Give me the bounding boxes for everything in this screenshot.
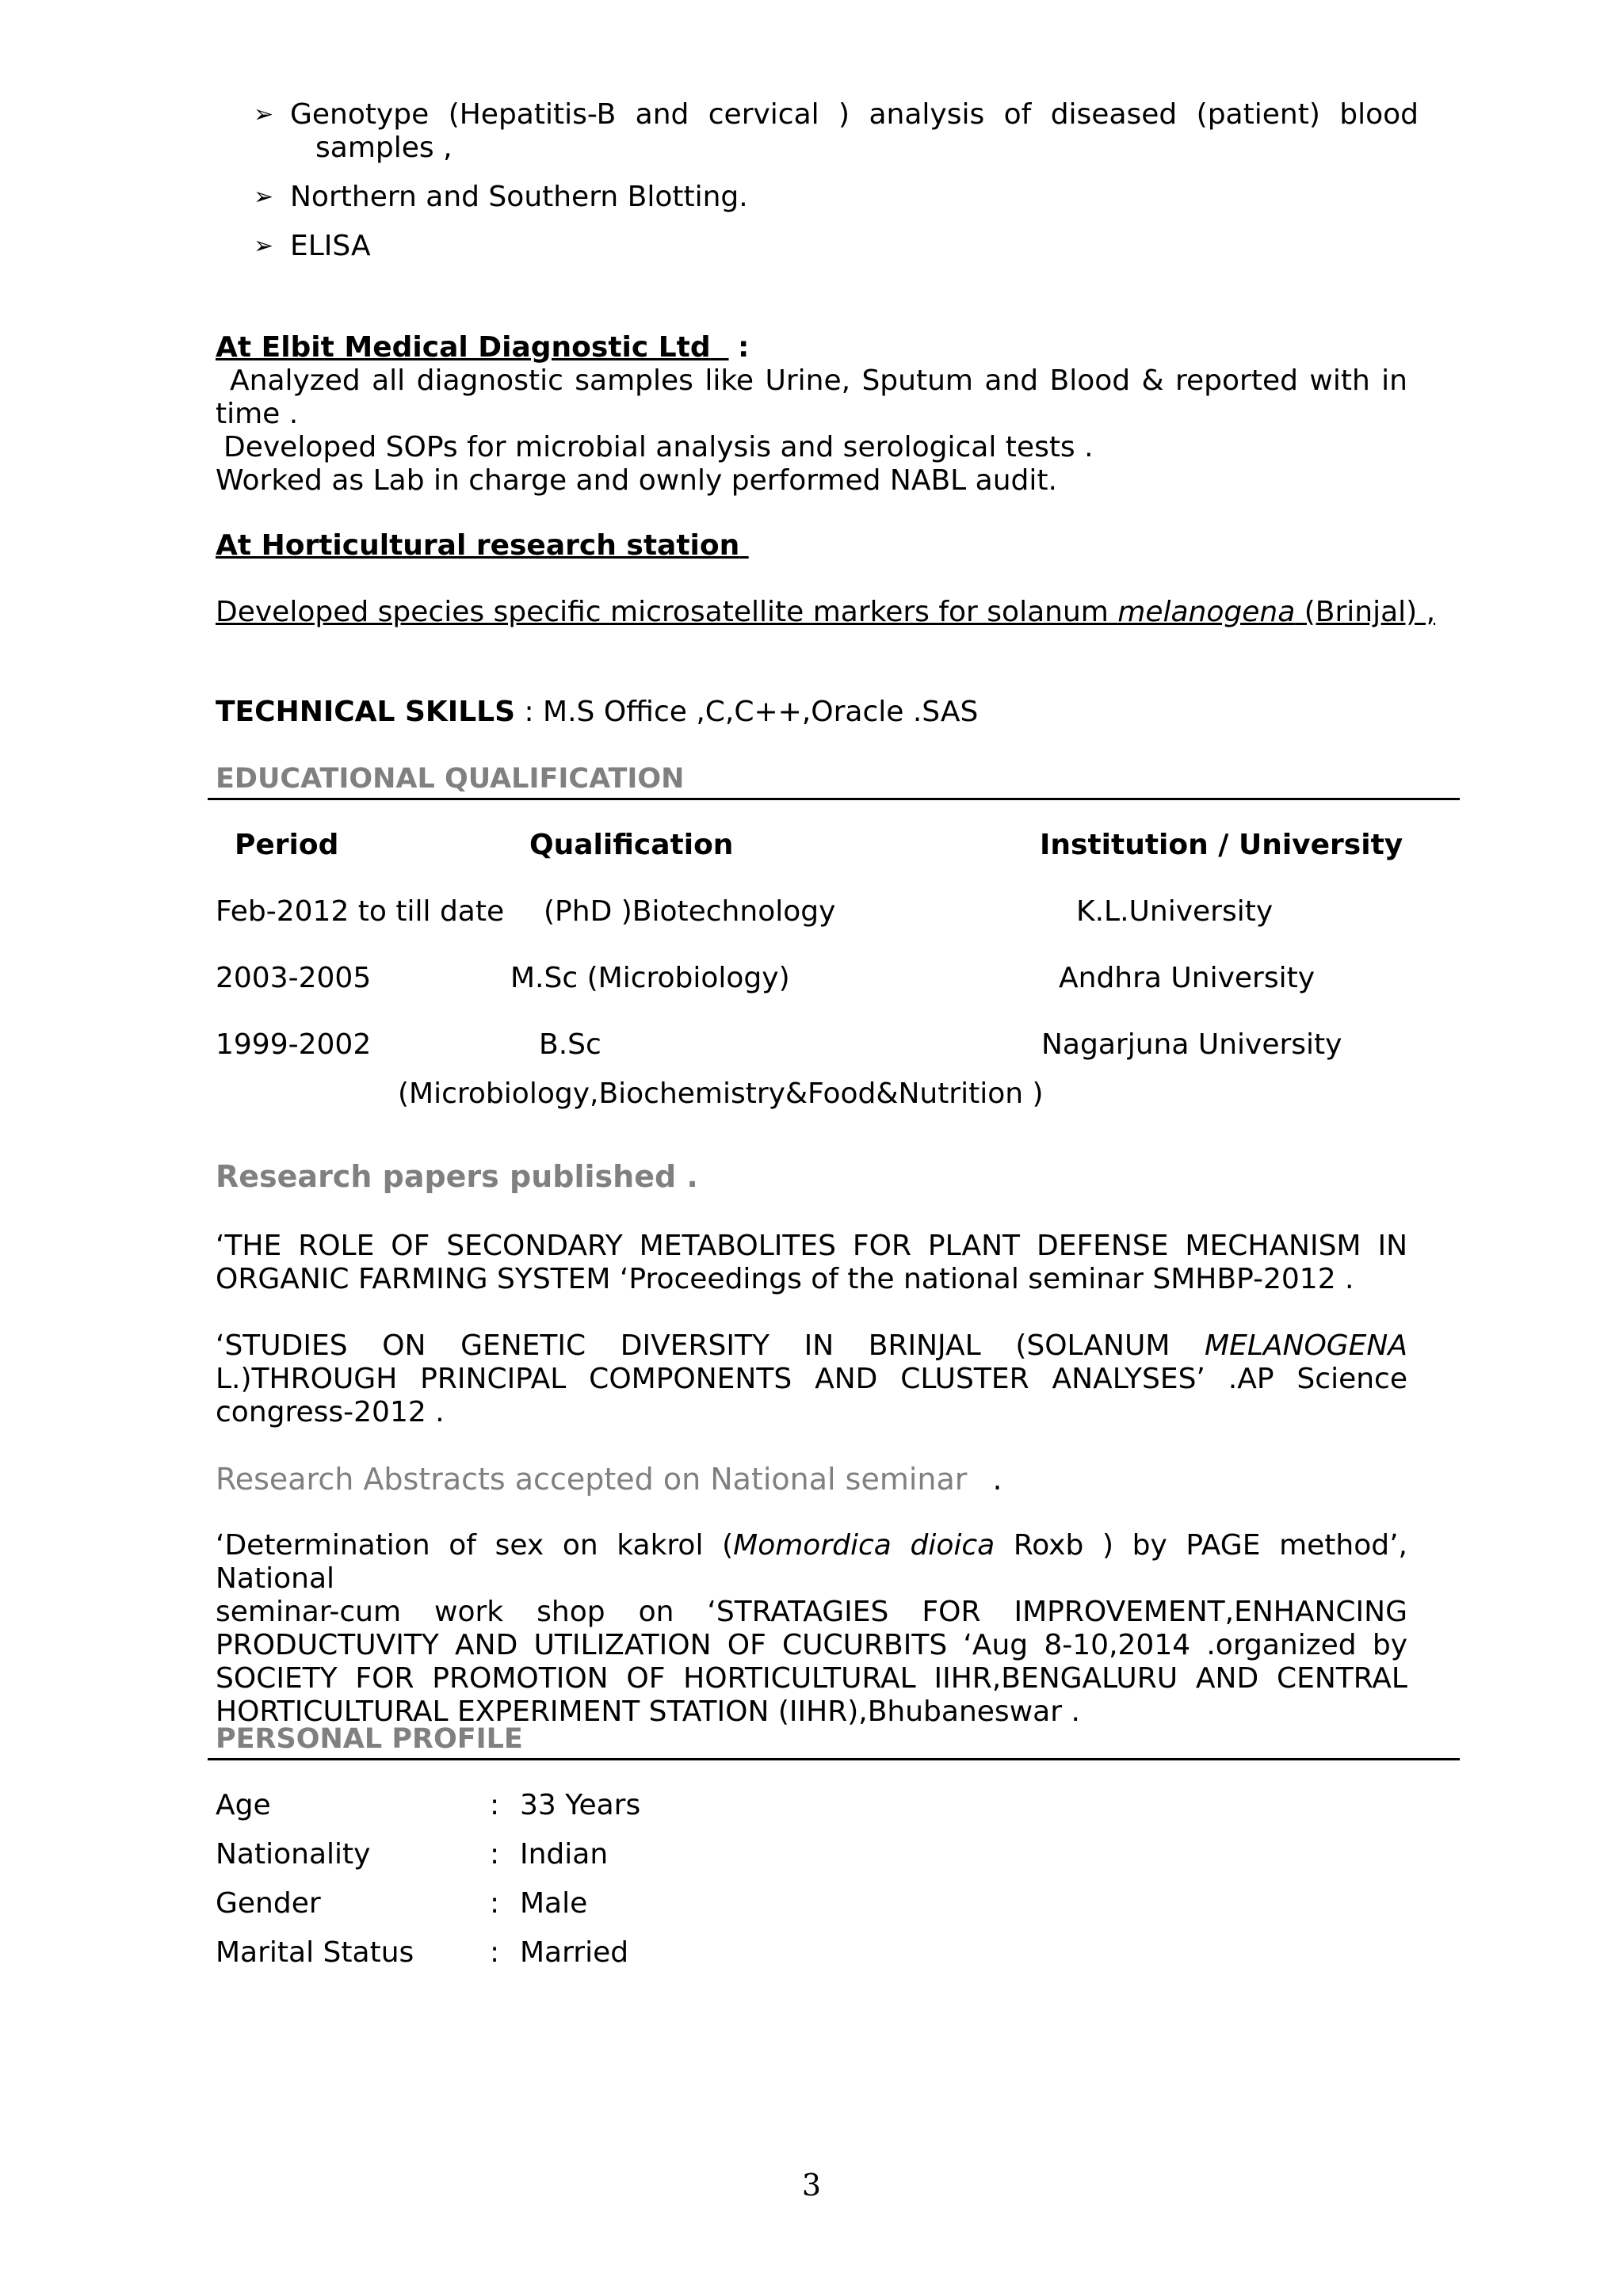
horticultural-heading-row bbox=[216, 529, 749, 563]
profile-label-marital-status: Marital Status bbox=[216, 1936, 414, 1969]
bullet-text: Northern and Southern Blotting. bbox=[290, 181, 748, 213]
abstract-line: ‘Determination of sex on kakrol (Momordica dioica Roxb ) by PAGE method’, National bbox=[216, 1529, 1407, 1595]
horticultural-description bbox=[216, 596, 1435, 629]
paper-italic: MELANOGENA bbox=[1205, 1329, 1407, 1362]
profile-heading: PERSONAL PROFILE bbox=[216, 1723, 523, 1755]
paper-line: ORGANIC FARMING SYSTEM ‘Proceedings of the national seminar SMHBP-2012 . bbox=[216, 1263, 1354, 1295]
abstract-italic: Momordica dioica bbox=[733, 1529, 995, 1562]
profile-value-marital-status: Married bbox=[520, 1936, 629, 1969]
bullet-text-cont: samples , bbox=[315, 132, 453, 164]
table-cell-qualification: B.Sc bbox=[539, 1028, 601, 1061]
horticultural-text-italic: melanogena bbox=[1117, 596, 1296, 628]
table-cell-period: 2003-2005 bbox=[216, 962, 372, 994]
paper-line: ‘STUDIES ON GENETIC DIVERSITY IN BRINJAL (SOLANUM MELANOGENA bbox=[216, 1329, 1407, 1362]
paper-entry bbox=[216, 1230, 1407, 1296]
elbit-line: Developed SOPs for microbial analysis and serological tests . bbox=[223, 431, 1094, 463]
table-cell-period: Feb-2012 to till date bbox=[216, 895, 505, 928]
profile-label-age: Age bbox=[216, 1789, 271, 1821]
list-item bbox=[254, 98, 1419, 165]
elbit-heading: At Elbit Medical Diagnostic Ltd bbox=[216, 331, 711, 364]
table-cell-qualification: (PhD )Biotechnology bbox=[544, 895, 836, 928]
elbit-description bbox=[216, 364, 1407, 498]
bullet-text: Genotype (Hepatitis-B and cervical ) analysis of diseased (patient) blood bbox=[290, 98, 1419, 131]
table-cell-qualification: M.Sc (Microbiology) bbox=[510, 962, 790, 994]
elbit-line: time . bbox=[216, 398, 299, 430]
profile-separator: : bbox=[490, 1936, 500, 1969]
profile-separator: : bbox=[490, 1838, 500, 1871]
elbit-line: Worked as Lab in charge and ownly performed NABL audit. bbox=[216, 464, 1057, 497]
abstract-entry bbox=[216, 1529, 1407, 1729]
bullet-list bbox=[254, 98, 1419, 263]
elbit-heading-row bbox=[216, 331, 749, 364]
list-item bbox=[254, 230, 1419, 263]
abstract-line: PRODUCTUVITY AND UTILIZATION OF CUCURBITS ‘Aug 8-10,2014 .organized by bbox=[216, 1629, 1407, 1661]
abstracts-heading-dot: . bbox=[992, 1462, 1002, 1497]
technical-skills-value: : M.S Office ,C,C++,Oracle .SAS bbox=[515, 696, 979, 728]
paper-line: ‘THE ROLE OF SECONDARY METABOLITES FOR PLANT DEFENSE MECHANISM IN bbox=[216, 1230, 1407, 1262]
profile-value-nationality: Indian bbox=[520, 1838, 609, 1871]
bullet-text: ELISA bbox=[290, 230, 371, 262]
abstracts-heading-row bbox=[216, 1463, 1002, 1496]
table-cell-institution: Andhra University bbox=[1059, 962, 1316, 994]
list-item bbox=[254, 181, 1419, 214]
abstract-line: seminar-cum work shop on ‘STRATAGIES FOR IMPROVEMENT,ENHANCING bbox=[216, 1596, 1407, 1628]
technical-skills-label: TECHNICAL SKILLS bbox=[216, 696, 515, 728]
table-cell-detail: (Microbiology,Biochemistry&Food&Nutrition ) bbox=[398, 1077, 1044, 1110]
papers-heading: Research papers published . bbox=[216, 1159, 698, 1194]
arrow-bullet-icon: ➢ bbox=[254, 183, 274, 211]
profile-label-gender: Gender bbox=[216, 1887, 321, 1920]
horticultural-heading: At Horticultural research station bbox=[216, 529, 740, 562]
education-heading: EDUCATIONAL QUALIFICATION bbox=[216, 763, 685, 795]
table-cell-period: 1999-2002 bbox=[216, 1028, 372, 1061]
section-divider bbox=[208, 1758, 1460, 1760]
table-cell-institution: K.L.University bbox=[1076, 895, 1274, 928]
table-header-qualification: Qualification bbox=[529, 829, 734, 861]
paper-line: L.)THROUGH PRINCIPAL COMPONENTS AND CLUSTER ANALYSES’ .AP Science bbox=[216, 1363, 1407, 1395]
table-cell-institution: Nagarjuna University bbox=[1041, 1028, 1342, 1061]
horticultural-text: Developed species specific microsatellite markers for solanum bbox=[216, 596, 1118, 628]
horticultural-text-end: (Brinjal) , bbox=[1295, 596, 1436, 628]
profile-separator: : bbox=[490, 1789, 500, 1821]
profile-label-nationality: Nationality bbox=[216, 1838, 371, 1871]
elbit-line: Analyzed all diagnostic samples like Urine, Sputum and Blood & reported with in bbox=[230, 364, 1407, 397]
elbit-heading-colon: : bbox=[738, 331, 750, 364]
abstracts-heading: Research Abstracts accepted on National seminar bbox=[216, 1462, 968, 1497]
abstract-line: HORTICULTURAL EXPERIMENT STATION (IIHR),Bhubaneswar . bbox=[216, 1695, 1080, 1728]
arrow-bullet-icon: ➢ bbox=[254, 232, 274, 260]
arrow-bullet-icon: ➢ bbox=[254, 101, 274, 128]
table-header-institution: Institution / University bbox=[1040, 829, 1403, 861]
paper-entry bbox=[216, 1329, 1407, 1429]
page-number: 3 bbox=[801, 2168, 822, 2203]
table-header-period: Period bbox=[235, 829, 339, 861]
section-divider bbox=[208, 798, 1460, 800]
profile-value-age: 33 Years bbox=[520, 1789, 641, 1821]
abstract-line: SOCIETY FOR PROMOTION OF HORTICULTURAL IIHR,BENGALURU AND CENTRAL bbox=[216, 1662, 1407, 1695]
technical-skills bbox=[216, 696, 978, 729]
profile-value-gender: Male bbox=[520, 1887, 588, 1920]
profile-separator: : bbox=[490, 1887, 500, 1920]
paper-line: congress-2012 . bbox=[216, 1396, 445, 1428]
